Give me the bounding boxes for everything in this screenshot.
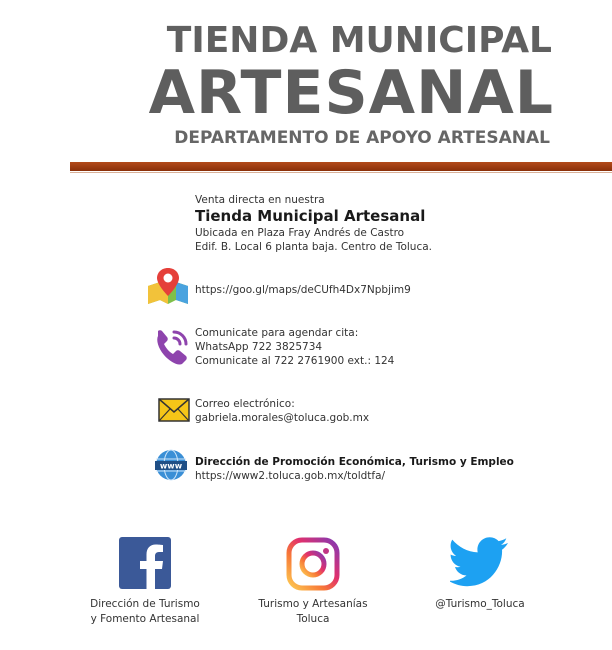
- globe-www-icon: [155, 449, 187, 485]
- email-label: Correo electrónico:: [195, 398, 295, 410]
- department-subtitle: DEPARTAMENTO DE APOYO ARTESANAL: [174, 128, 550, 148]
- twitter-bird-icon[interactable]: [405, 537, 555, 591]
- twitter-handle: @Turismo_Toluca: [435, 598, 525, 610]
- store-intro-text: Venta directa en nuestra: [195, 194, 325, 206]
- facebook-label-1: Dirección de Turismo: [90, 598, 200, 610]
- facebook-block[interactable]: [70, 537, 220, 627]
- envelope-icon: [158, 398, 190, 426]
- title-line-1: TIENDA MUNICIPAL: [166, 20, 552, 61]
- instagram-label-2: Toluca: [296, 613, 330, 625]
- email-address[interactable]: gabriela.morales@toluca.gob.mx: [195, 412, 370, 424]
- www-icon-text: www: [159, 461, 183, 471]
- office-phone-number[interactable]: Comunicate al 722 2761900 ext.: 124: [195, 355, 395, 367]
- instagram-icon[interactable]: [238, 537, 388, 591]
- store-address-line-1: Ubicada en Plaza Fray Andrés de Castro: [195, 227, 405, 239]
- map-pin-icon: [146, 266, 190, 310]
- store-info: [195, 193, 432, 254]
- header-divider: [70, 162, 612, 171]
- map-link[interactable]: https://goo.gl/maps/deCUfh4Dx7Npbjim9: [195, 284, 411, 296]
- email-info: [195, 397, 369, 425]
- instagram-label-1: Turismo y Artesanías: [258, 598, 368, 610]
- facebook-label-2: y Fomento Artesanal: [90, 613, 200, 625]
- instagram-block[interactable]: [238, 537, 388, 627]
- web-link[interactable]: https://www2.toluca.gob.mx/toldtfa/: [195, 470, 386, 482]
- phone-icon: [152, 326, 192, 372]
- facebook-icon[interactable]: [70, 537, 220, 591]
- web-info: [195, 455, 514, 483]
- twitter-block[interactable]: [405, 537, 555, 612]
- whatsapp-number[interactable]: WhatsApp 722 3825734: [195, 341, 323, 353]
- title-line-2: ARTESANAL: [148, 58, 554, 128]
- phone-info: [195, 326, 394, 368]
- store-address-line-2: Edif. B. Local 6 planta baja. Centro de Toluca.: [195, 241, 433, 253]
- store-name: Tienda Municipal Artesanal: [195, 207, 426, 225]
- web-organization: Dirección de Promoción Económica, Turismo y Empleo: [195, 456, 514, 468]
- phone-appointment-text: Comunicate para agendar cita:: [195, 327, 359, 339]
